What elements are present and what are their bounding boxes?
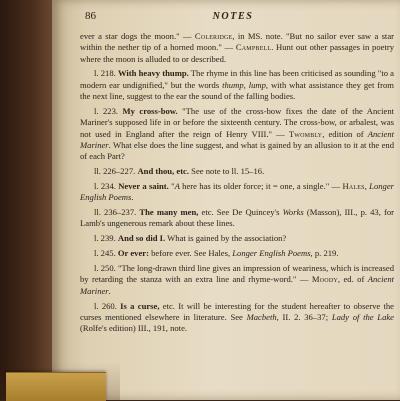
note-text: etc. See De Quincey's	[198, 207, 283, 218]
note-text: ,	[364, 180, 370, 191]
note-text: .	[108, 285, 111, 296]
note-text: ll. 226–227.	[94, 166, 138, 177]
note-text: l. 250. "The long-drawn third line gives an impression of weariness, which is increased by retarding the stanza with an extra line and rhyme-word." —	[80, 263, 394, 285]
italic-title: Works	[282, 207, 304, 218]
note-text: , p. 219.	[310, 248, 339, 259]
note-lemma: Or ever:	[117, 248, 149, 259]
note-text: here has its older force; it = one, a single." —	[179, 180, 343, 191]
note-text: . Hunt out other passages in poetry where the moon is alluded to or described.	[80, 42, 394, 64]
page-header	[52, 10, 400, 26]
italic-title: Ancient Mariner	[80, 128, 394, 150]
note-paragraph	[80, 106, 394, 162]
note-lemma: My cross-bow.	[122, 105, 178, 116]
note-paragraph	[80, 233, 394, 244]
note-text: (Masson), III., p. 43, for Lamb's ungenerous remark about these lines.	[80, 207, 395, 229]
notes-body	[80, 31, 394, 338]
running-head: NOTES	[212, 11, 254, 22]
cited-author: Campbell	[235, 42, 272, 53]
note-text: , ed. of	[337, 274, 368, 285]
note-paragraph	[80, 263, 394, 297]
note-text: ll. 236–237.	[94, 207, 140, 218]
note-paragraph	[80, 248, 394, 259]
note-text: l. 223.	[94, 105, 123, 116]
note-text: , edition of	[322, 128, 368, 139]
note-paragraph	[80, 68, 394, 102]
note-text: l. 218.	[94, 68, 118, 79]
note-text: l. 260.	[94, 300, 121, 311]
cited-author: Moody	[311, 274, 338, 285]
note-text: , II. 2. 36–37;	[276, 311, 332, 322]
note-text: l. 239.	[94, 233, 118, 244]
page-number: 86	[85, 10, 96, 22]
note-text: (Rolfe's edition) III., 191, note.	[80, 323, 188, 334]
italic-title: Ancient Mariner	[80, 274, 394, 296]
note-paragraph	[80, 207, 394, 230]
note-text: "	[168, 180, 175, 191]
cited-author: Hales	[342, 180, 365, 191]
note-text: "The use of the cross-bow fixes the date of the Ancient Mariner's supposed life in or before the sixteenth century. The cross-bow, or arbalest, was not used in England after the reign of Henry VIII." —	[80, 105, 394, 139]
note-lemma: The many men,	[139, 207, 199, 218]
note-text: l. 245.	[94, 248, 118, 259]
note-text: , in MS. note. "But no sailor ever saw a star within the nether tip of a horned moon." —	[80, 31, 394, 53]
note-text: before ever. See Hales,	[148, 248, 233, 259]
italic-title: thump, lump,	[222, 79, 269, 90]
italic-title: A	[174, 180, 180, 191]
italic-title: Longer English Poems	[80, 180, 395, 203]
note-text: etc. It will be interesting for the student hereafter to observe the curses mentioned elsewhere in literature. See	[80, 300, 394, 322]
italic-title: Macbeth	[246, 311, 277, 322]
note-paragraph	[80, 31, 394, 65]
book-gutter	[0, 0, 54, 400]
note-paragraph	[80, 301, 394, 335]
italic-title: Lady of the Lake	[331, 311, 394, 322]
note-text: What is gained by the association?	[165, 233, 287, 244]
bookmark-tab	[6, 372, 106, 401]
note-text: with what assistance they get from the next line, suggest to the ear the sound of the falling bodies.	[80, 79, 394, 102]
note-text: l. 234.	[94, 180, 119, 191]
note-text: ever a star dogs the moon." —	[80, 31, 195, 41]
note-lemma: And so did I.	[117, 233, 166, 244]
note-paragraph	[80, 181, 394, 204]
note-text: See note to ll. 15–16.	[189, 166, 265, 177]
cited-author: Coleridge	[194, 31, 233, 41]
note-lemma: With heavy thump.	[117, 68, 189, 79]
cited-author: Twombly	[288, 128, 323, 139]
note-lemma: And thou, etc.	[137, 166, 190, 177]
note-lemma: Is a curse,	[120, 300, 160, 311]
note-text: The rhyme in this line has been criticised as sounding "to a modern ear undignified," but the words	[80, 68, 394, 90]
italic-title: Longer English Poems	[232, 248, 311, 259]
note-paragraph	[80, 166, 394, 177]
book-page	[52, 0, 400, 400]
note-lemma: Never a saint.	[118, 180, 169, 191]
note-text: .	[131, 192, 134, 203]
note-text: . What else does the line suggest, and what is gained by an allusion to it at the end of each Part?	[80, 139, 394, 162]
